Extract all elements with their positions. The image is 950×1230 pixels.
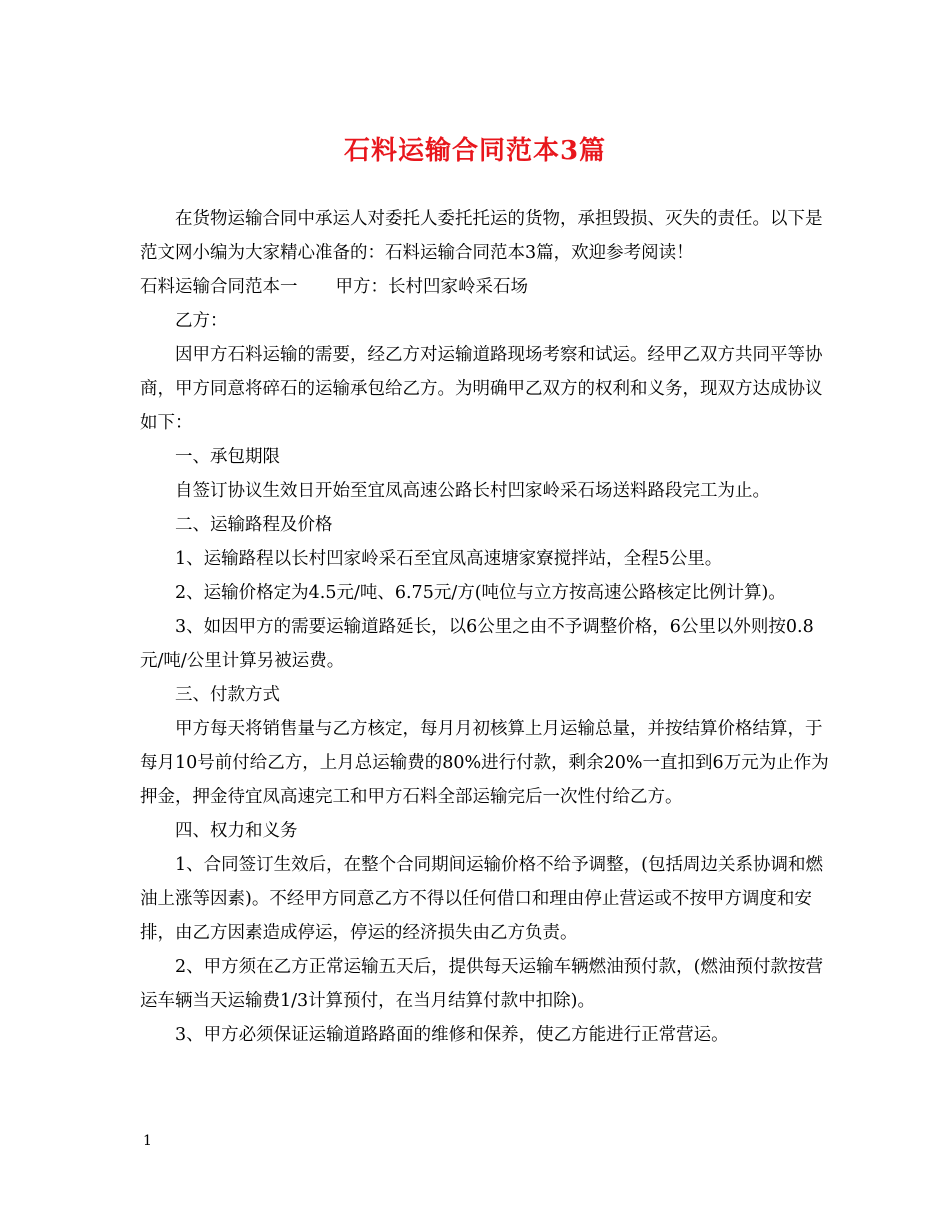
sample-heading-line [140, 270, 830, 304]
route-clause-2: 2、运输价格定为4.5元/吨、6.75元/方(吨位与立方按高速公路核定比例计算)。 [175, 583, 786, 603]
term-paragraph: 自签订协议生效日开始至宜凤高速公路长村凹家岭采石场送料路段完工为止。 [175, 481, 770, 501]
payment-paragraph: 甲方每天将销售量与乙方核定，每月月初核算上月运输总量，并按结算价格结算，于每月10号前付给乙方，上月总运输费的80%进行付款，剩余20%一直扣到6万元为止作为押金，押金待宜凤高速完工和甲方石料全部运输完后一次性付给乙方。 [140, 719, 829, 807]
section-heading-rights: 四、权力和义务 [175, 821, 298, 841]
intro-paragraph: 在货物运输合同中承运人对委托人委托托运的货物，承担毁损、灭失的责任。以下是范文网小编为大家精心准备的：石料运输合同范本3篇，欢迎参考阅读！ [140, 209, 823, 263]
document-title: 石料运输合同范本3篇 [343, 136, 607, 166]
page-number: 1 [143, 1133, 152, 1149]
party-a-label: 甲方：长村凹家岭采石场 [335, 277, 528, 297]
document-body [140, 202, 830, 1052]
section-heading-term: 一、承包期限 [175, 447, 280, 467]
rights-clause-1: 1、合同签订生效后，在整个合同期间运输价格不给予调整，(包括周边关系协调和燃油上涨等因素)。不经甲方同意乙方不得以任何借口和理由停止营运或不按甲方调度和安排，由乙方因素造成停运，停运的经济损失由乙方负责。 [140, 855, 823, 943]
route-clause-3: 3、如因甲方的需要运输道路延长，以6公里之由不予调整价格，6公里以外则按0.8元/吨/公里计算另被运费。 [140, 617, 814, 671]
section-heading-payment: 三、付款方式 [175, 685, 280, 705]
route-clause-1: 1、运输路程以长村凹家岭采石至宜凤高速塘家寮搅拌站，全程5公里。 [175, 549, 723, 569]
rights-clause-3: 3、甲方必须保证运输道路路面的维修和保养，使乙方能进行正常营运。 [175, 1025, 729, 1045]
preamble-paragraph: 因甲方石料运输的需要，经乙方对运输道路现场考察和试运。经甲乙双方共同平等协商，甲方同意将碎石的运输承包给乙方。为明确甲乙双方的权利和义务，现双方达成协议如下： [140, 345, 823, 433]
section-heading-route-price: 二、运输路程及价格 [175, 515, 333, 535]
rights-clause-2: 2、甲方须在乙方正常运输五天后，提供每天运输车辆燃油预付款，(燃油预付款按营运车辆当天运输费1/3计算预付，在当月结算付款中扣除)。 [140, 957, 823, 1011]
sample-heading-label: 石料运输合同范本一 [140, 277, 298, 297]
party-b-label: 乙方： [175, 311, 228, 331]
